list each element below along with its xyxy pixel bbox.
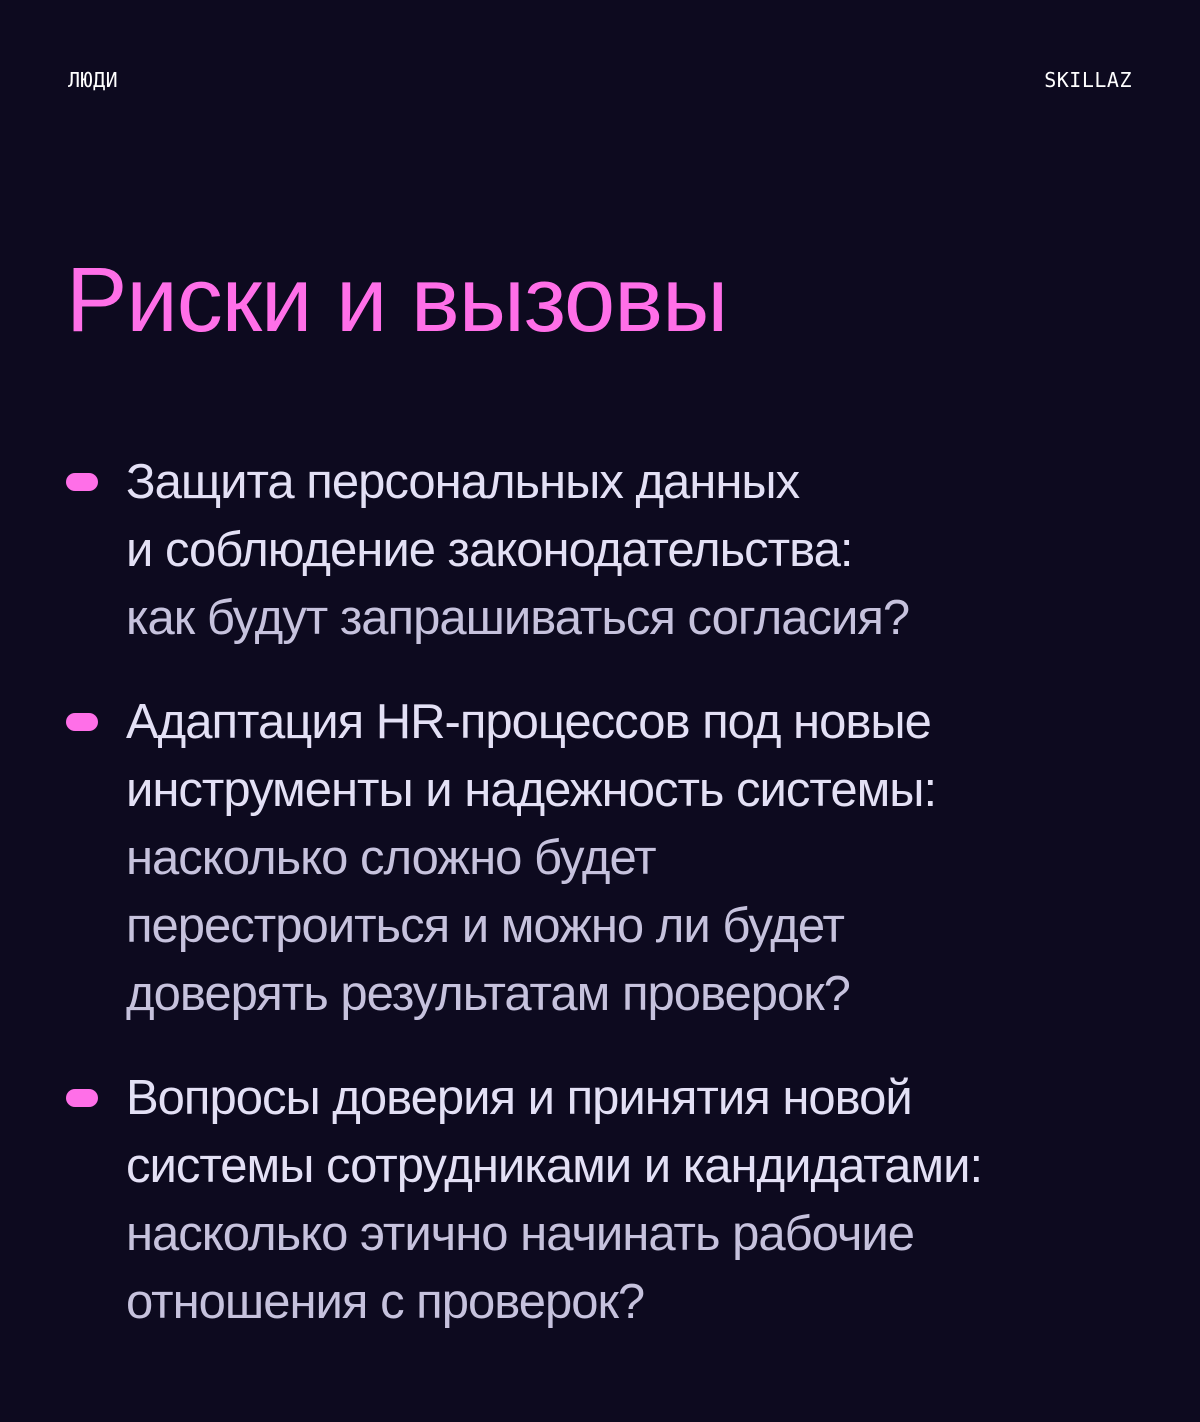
list-item-line: и соблюдение законодательства: bbox=[126, 523, 853, 577]
list-item-line: Адаптация HR-процессов под новые bbox=[126, 695, 931, 749]
list-item-line: Защита персональных данных bbox=[126, 455, 800, 509]
list-item-line: отношения с проверок? bbox=[126, 1275, 645, 1329]
list-item-line: как будут запрашиваться согласия? bbox=[126, 591, 910, 645]
bullet-pill-icon bbox=[66, 713, 98, 731]
bullet-pill-icon bbox=[66, 1089, 98, 1107]
list-item-line: насколько этично начинать рабочие bbox=[126, 1207, 914, 1261]
list-item-line: Вопросы доверия и принятия новой bbox=[126, 1071, 912, 1125]
list-item-text bbox=[126, 1064, 1160, 1336]
bullet-pill-icon bbox=[66, 473, 98, 491]
list-item-line: системы сотрудниками и кандидатами: bbox=[126, 1139, 983, 1193]
risk-list bbox=[66, 448, 1160, 1372]
list-item-line: инструменты и надежность системы: bbox=[126, 763, 937, 817]
slide-header bbox=[68, 66, 1132, 94]
page-title: Риски и вызовы bbox=[66, 249, 728, 351]
list-item-line: насколько сложно будет bbox=[126, 831, 656, 885]
list-item bbox=[66, 1064, 1160, 1336]
list-item bbox=[66, 688, 1160, 1028]
list-item-line: доверять результатам проверок? bbox=[126, 967, 850, 1021]
list-item-text bbox=[126, 448, 1160, 652]
list-item bbox=[66, 448, 1160, 652]
list-item-line: перестроиться и можно ли будет bbox=[126, 899, 844, 953]
list-item-text bbox=[126, 688, 1160, 1028]
brand-label: SKILLAZ bbox=[1044, 68, 1132, 92]
section-label: ЛЮДИ bbox=[68, 68, 119, 92]
